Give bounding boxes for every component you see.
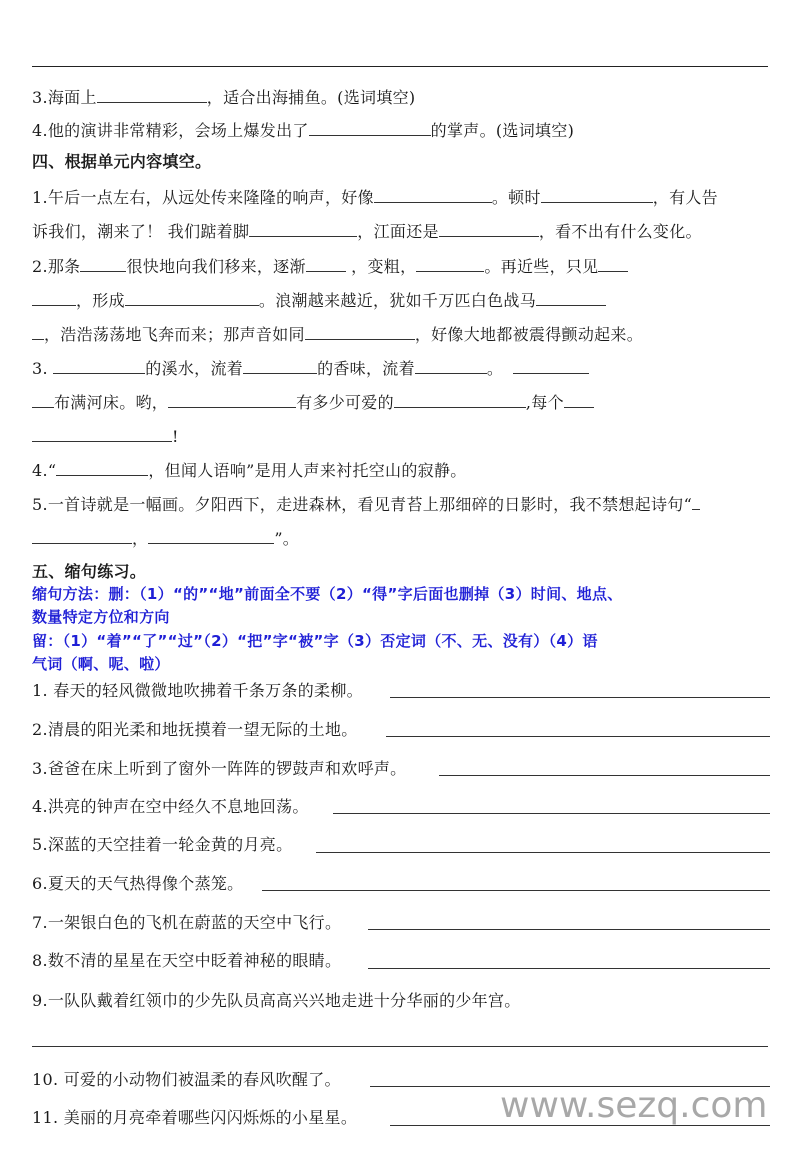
shrink-item-10: 10. 可爱的小动物们被温柔的春风吹醒了。 bbox=[32, 1070, 341, 1089]
shrink-item-11: 11. 美丽的月亮牵着哪些闪闪烁烁的小星星。 bbox=[32, 1108, 358, 1127]
shrink-item-3: 3.爸爸在床上听到了窗外一阵阵的锣鼓声和欢呼声。 bbox=[32, 759, 407, 778]
method-line-4: 气词（啊、呢、啦） bbox=[32, 655, 170, 673]
blank[interactable] bbox=[416, 255, 484, 272]
blank[interactable] bbox=[243, 357, 317, 374]
s4-q5-l1: 5.一首诗就是一幅画。夕阳西下，走进森林，看见青苔上那细碎的日影时，我不禁想起诗句“ bbox=[32, 493, 700, 515]
top-divider bbox=[32, 66, 768, 67]
s4-q1-l1: 1.午后一点左右，从远处传来隆隆的响声，好像 。顿时 ，有人告 bbox=[32, 188, 718, 207]
shrink-item-5: 5.深蓝的天空挂着一轮金黄的月亮。 bbox=[32, 835, 293, 854]
method-line-1: 缩句方法：删：（1）“的”“地”前面全不要（2）“得”字后面也删掉（3）时间、地点、 bbox=[32, 585, 623, 603]
blank[interactable] bbox=[306, 255, 346, 272]
blank[interactable] bbox=[53, 357, 145, 374]
blank[interactable] bbox=[541, 186, 653, 203]
answer-line-3[interactable] bbox=[439, 775, 770, 776]
blank[interactable] bbox=[97, 86, 207, 103]
answer-line-7[interactable] bbox=[368, 929, 770, 930]
section4-title: 四、根据单元内容填空。 bbox=[32, 152, 212, 171]
shrink-item-7: 7.一架银白色的飞机在蔚蓝的天空中飞行。 bbox=[32, 913, 342, 932]
s4-q2-l3: ，浩浩荡荡地飞奔而来；那声音如同 ，好像大地都被震得颤动起来。 bbox=[32, 323, 643, 345]
shrink-item-6: 6.夏天的天气热得像个蒸笼。 bbox=[32, 874, 244, 893]
blank[interactable] bbox=[309, 119, 431, 136]
blank[interactable] bbox=[692, 493, 700, 510]
shrink-item-8: 8.数不清的星星在天空中眨着神秘的眼睛。 bbox=[32, 951, 342, 970]
answer-line-8[interactable] bbox=[368, 968, 770, 969]
blank[interactable] bbox=[564, 391, 594, 408]
s4-q3-l1: 3. 的溪水，流着 的香味，流着 。 bbox=[32, 357, 589, 379]
s4-q4: 4.“ ，但闻人语响”是用人声来衬托空山的寂静。 bbox=[32, 461, 467, 480]
s4-q3-l3: ! bbox=[32, 425, 179, 447]
answer-line-2[interactable] bbox=[386, 736, 770, 737]
method-line-3: 留：（1）“着”“了”“过”（2）“把”字“被”字（3）否定词（不、无、没有）（4）语 bbox=[32, 632, 598, 650]
blank[interactable] bbox=[305, 323, 415, 340]
s3-q3: 3.海面上 ，适合出海捕鱼。(选词填空) bbox=[32, 88, 416, 107]
answer-line-5[interactable] bbox=[316, 852, 770, 853]
answer-line-1[interactable] bbox=[390, 697, 770, 698]
s4-q5-l2: ， ”。 bbox=[32, 527, 299, 549]
s3-q4: 4.他的演讲非常精彩，会场上爆发出了 的掌声。(选词填空) bbox=[32, 121, 575, 140]
answer-line-9[interactable] bbox=[32, 1046, 768, 1047]
blank[interactable] bbox=[513, 357, 589, 374]
blank[interactable] bbox=[80, 255, 126, 272]
blank[interactable] bbox=[125, 289, 259, 306]
watermark: www.sezq.com bbox=[500, 1085, 768, 1126]
blank[interactable] bbox=[536, 289, 606, 306]
blank[interactable] bbox=[415, 357, 487, 374]
shrink-item-1: 1. 春天的轻风微微地吹拂着千条万条的柔柳。 bbox=[32, 681, 363, 700]
blank[interactable] bbox=[56, 459, 148, 476]
blank[interactable] bbox=[439, 220, 539, 237]
blank[interactable] bbox=[148, 527, 274, 544]
method-line-2: 数量特定方位和方向 bbox=[32, 608, 170, 626]
s4-q1-l2: 诉我们，潮来了！ 我们踮着脚 ，江面还是 ，看不出有什么变化。 bbox=[32, 222, 702, 241]
blank[interactable] bbox=[598, 255, 628, 272]
blank[interactable] bbox=[249, 220, 357, 237]
blank[interactable] bbox=[32, 323, 44, 340]
shrink-item-2: 2.清晨的阳光柔和地抚摸着一望无际的土地。 bbox=[32, 720, 358, 739]
s4-q2-l2: ，形成 。浪潮越来越近，犹如千万匹白色战马 bbox=[32, 289, 606, 311]
s4-q2-l1: 2.那条 很快地向我们移来，逐渐 ，变粗， 。再近些，只见 bbox=[32, 255, 628, 277]
answer-line-6[interactable] bbox=[262, 890, 770, 891]
blank[interactable] bbox=[32, 391, 54, 408]
answer-line-4[interactable] bbox=[333, 813, 770, 814]
shrink-item-4: 4.洪亮的钟声在空中经久不息地回荡。 bbox=[32, 797, 309, 816]
blank[interactable] bbox=[394, 391, 526, 408]
section5-title: 五、缩句练习。 bbox=[32, 562, 147, 581]
blank[interactable] bbox=[374, 186, 492, 203]
blank[interactable] bbox=[32, 425, 172, 442]
blank[interactable] bbox=[32, 527, 132, 544]
s4-q3-l2: 布满河床。哟， 有多少可爱的 ,每个 bbox=[32, 391, 594, 413]
blank[interactable] bbox=[32, 289, 76, 306]
shrink-item-9: 9.一队队戴着红领巾的少先队员高高兴兴地走进十分华丽的少年宫。 bbox=[32, 991, 521, 1010]
blank[interactable] bbox=[168, 391, 296, 408]
